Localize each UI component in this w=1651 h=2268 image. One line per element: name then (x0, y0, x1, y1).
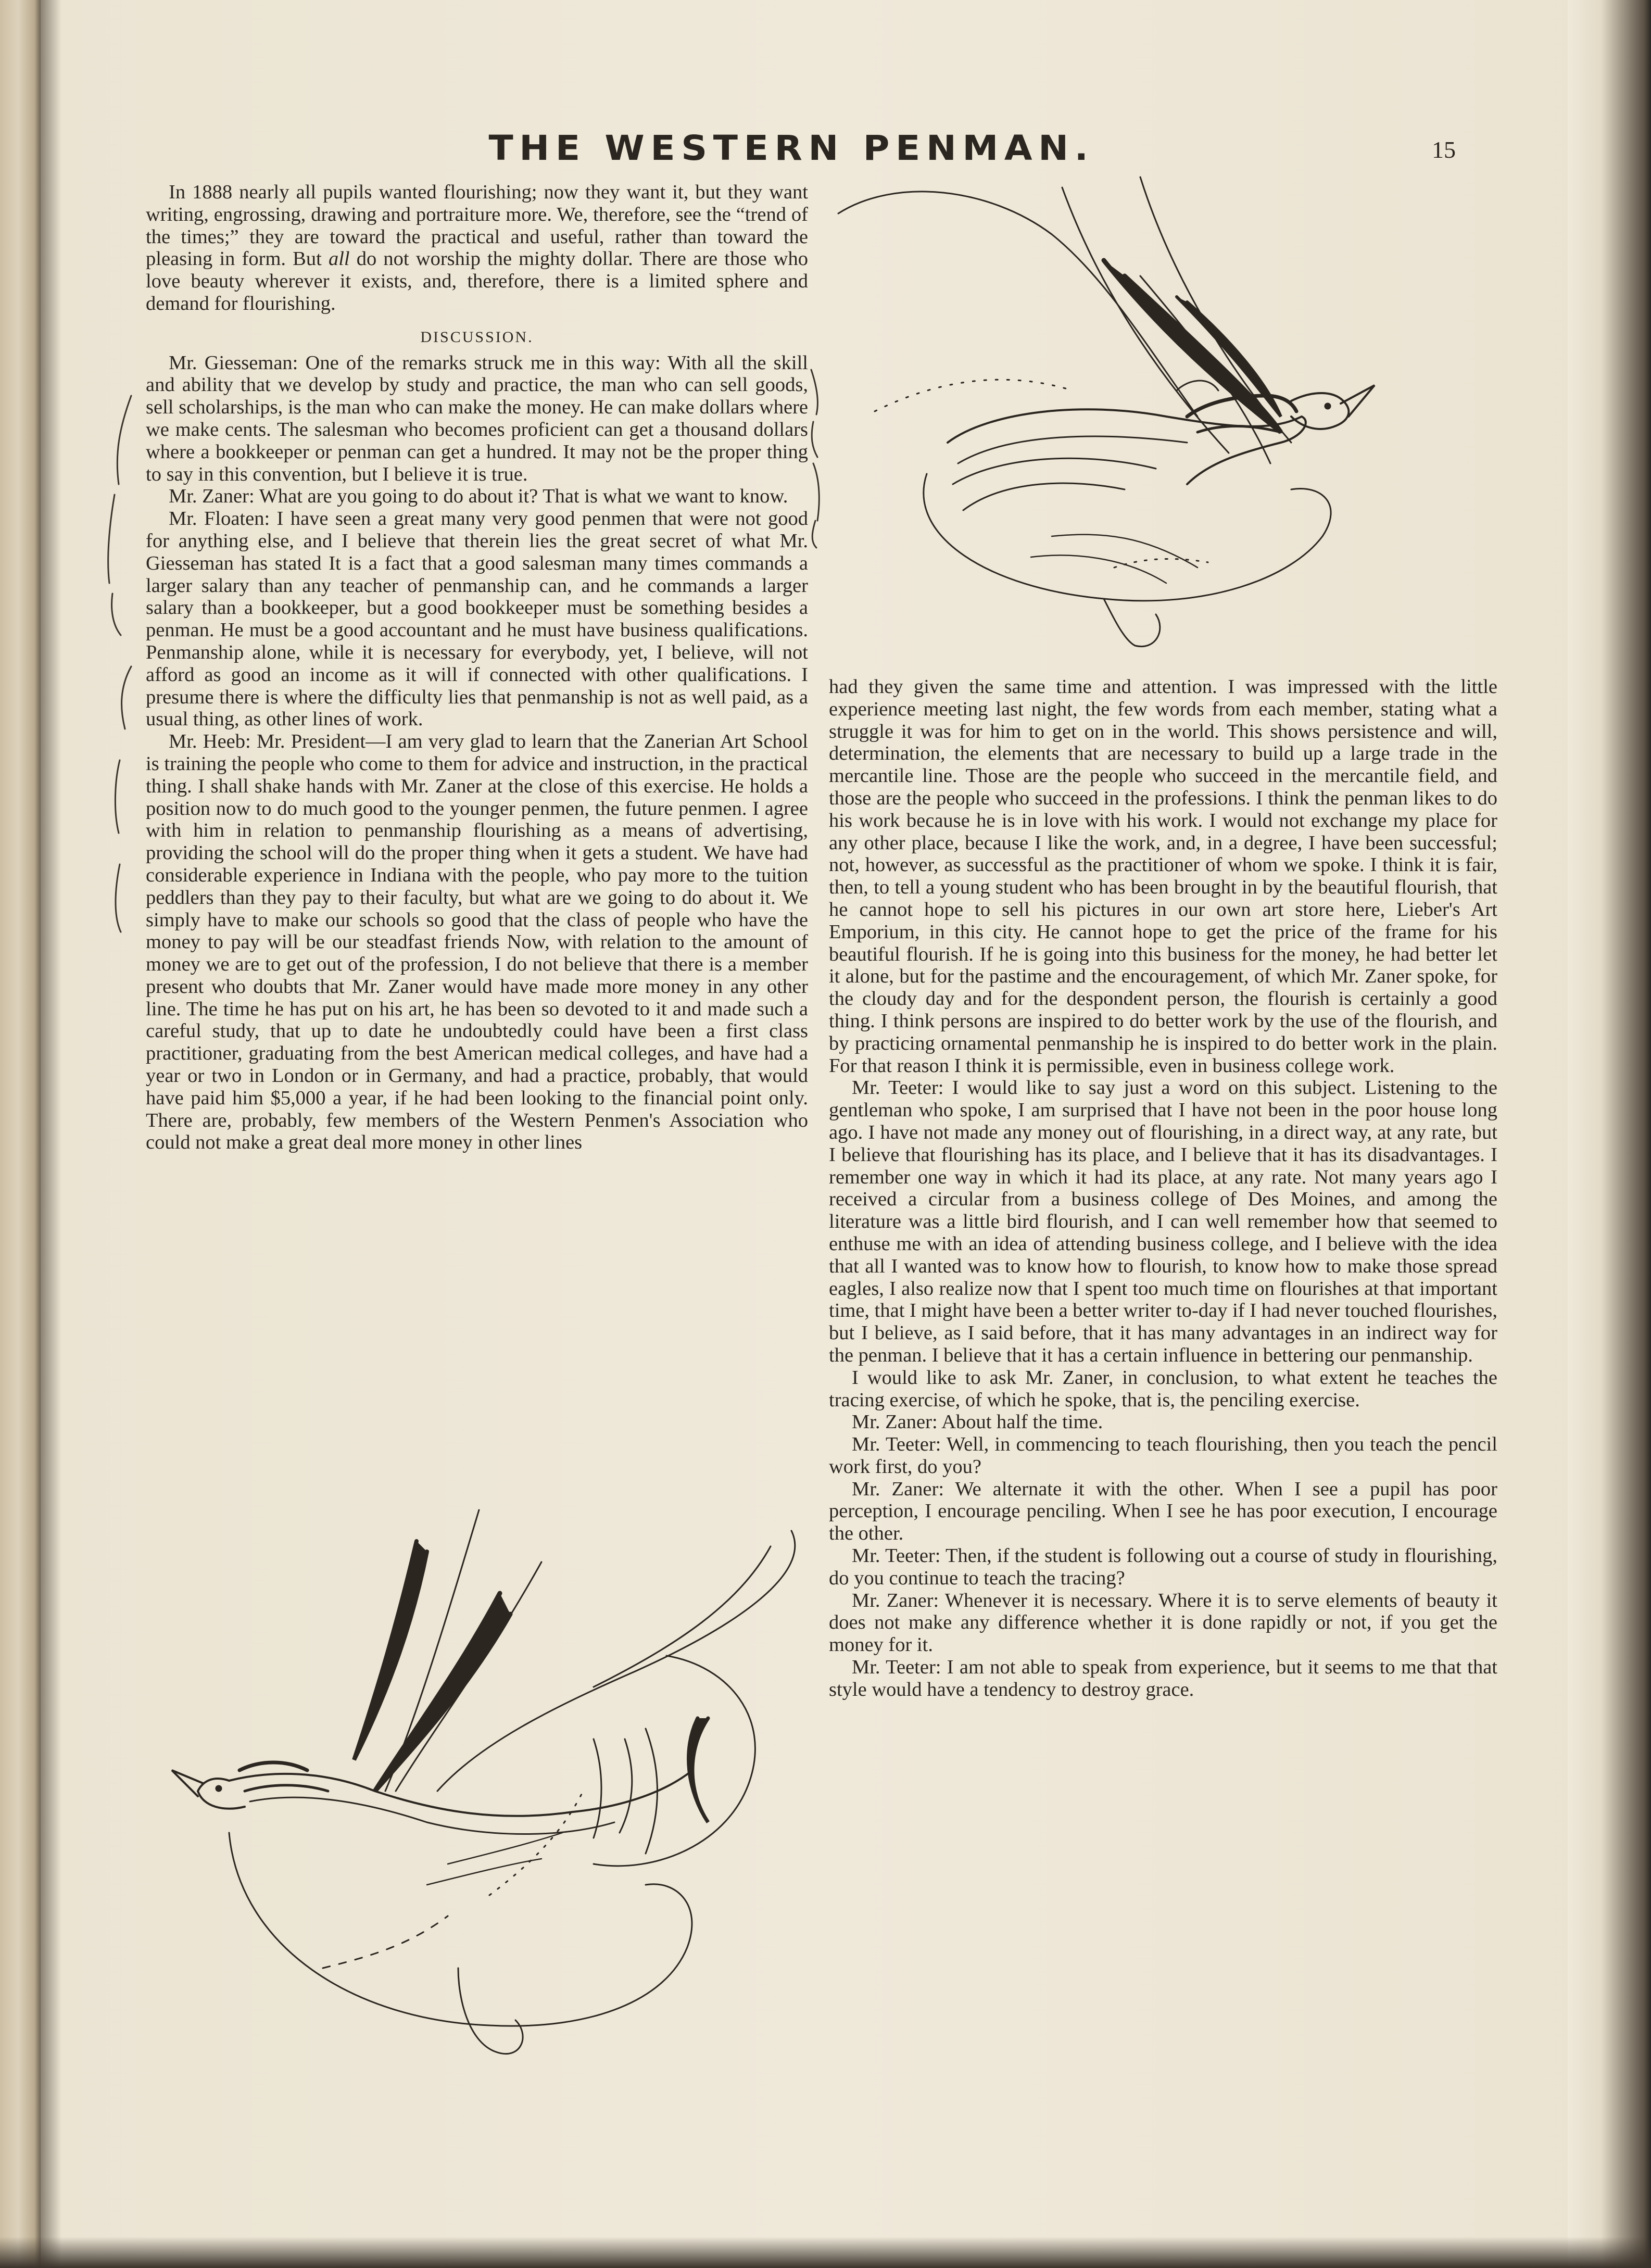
intro-italic-word: all (328, 248, 350, 270)
paragraph-floaten: Mr. Floaten: I have seen a great many very good penmen that were not good for anything else, and I believe that therein lies the great secret of what Mr. Giesseman has stated It is a fact that a good salesman many times commands a larger salary than any teacher of penmanship can, and he commands a larger salary than a bookkeeper, but a good bookkeeper must be something besides a penman. He must be a good accountant and he must have business qualifications. Penmanship alone, while it is necessary for everybody, yet, I believe, will not afford as good an income as it will if connected with other qualifications. I presume there is where the difficulty lies that penmanship is not as well paid, as a usual thing, as other lines of work. (146, 508, 808, 730)
paragraph-teeter-1: Mr. Teeter: I would like to say just a word on this subject. Listening to the gentleman who spoke, I am surprised that I have not been in the poor house long ago. I have not made any money out of flourishing, in a direct way, at any rate, but I believe that flourishing has its place, and I believe that it has its disadvantages. I remember one way in which it had its place, at any rate. Not many years ago I received a circular from a business college of Des Moines, and among the literature was a little bird flourish, and I can well remember how that seemed to enthuse me with an idea of attending business college, and I believe with the idea that all I wanted was to know how to flourish, to know how to make those spread eagles, I also realize now that I spent too much time on flourishes at that important time, that I might have been a better writer to-day if I had never touched flourishes, but I believe, as I said before, that it has many advantages in an indirect way for the penman. I believe that it has a certain influence in bettering our penmanship. (829, 1077, 1497, 1366)
right-column (829, 676, 1497, 1701)
paragraph-heeb: Mr. Heeb: Mr. President—I am very glad to learn that the Zanerian Art School is training the people who come to them for advice and instruction, in the practical thing. I shall shake hands with Mr. Zaner at the close of this exercise. He holds a position now to do much good to the younger penmen, the future penmen. I agree with him in relation to penmanship flourishing as a means of advertising, providing the school will do the proper thing when it gets a student. We have had considerable experience in Indiana with the people, who pay more to the tuition peddlers than they pay to their faculty, but what are we going to do about it. We simply have to make our schools so good that the class of people who have the money to pay will be our steadfast friends Now, with relation to the amount of money we are to get out of the profession, I do not believe that there is a member present who doubts that Mr. Zaner would have made more money in any other line. The time he has put on his art, he has been so devoted to it and made such a careful study, that up to date he undoubtedly could have been a first class practitioner, graduating from the best American medical colleges, and have had a year or two in London or in Germany, and had a practice, probably, that would have paid him $5,000 a year, if he had been looking to the financial point only. There are, probably, few members of the Western Penmen's Association who could not make a great deal more money in other lines (146, 730, 808, 1154)
page-number: 15 (1432, 136, 1456, 163)
discussion-heading: DISCUSSION. (420, 328, 534, 346)
paragraph-zaner-3: Mr. Zaner: We alternate it with the other. When I see a pupil has poor perception, I encourage penciling. When I see he has poor execution, I encourage the other. (829, 1478, 1497, 1545)
paragraph-teeter-5: Mr. Teeter: I am not able to speak from experience, but it seems to me that that style would have a tendency to destroy grace. (829, 1656, 1497, 1700)
paragraph-zaner-1: Mr. Zaner: What are you going to do about it? That is what we want to know. (169, 485, 788, 508)
paragraph-teeter-2: I would like to ask Mr. Zaner, in conclusion, to what extent he teaches the tracing exercise, of which he spoke, that is, the penciling exercise. (829, 1366, 1497, 1411)
paragraph-giesseman: Mr. Giesseman: One of the remarks struck me in this way: With all the skill and ability that we develop by study and practice, the man who can sell goods, sell scholarships, is the man who can make the money. He can make dollars where we make cents. The salesman who becomes proficient can get a thousand dollars where a bookkeeper or penman can get a hundred. It may not be the proper thing to say in this convention, but I believe it is true. (146, 351, 808, 485)
page-edge-shadow (1568, 0, 1651, 2268)
paragraph-zaner-4: Mr. Zaner: Whenever it is necessary. Where it is to serve elements of beauty it does not make any difference whether it is done rapidly or not, if you get the money for it. (829, 1589, 1497, 1656)
paragraph-zaner-2: Mr. Zaner: About half the time. (852, 1411, 1103, 1433)
left-column (146, 181, 808, 1154)
intro-paragraph (146, 181, 808, 315)
bottom-edge-shadow (0, 2237, 1651, 2268)
binding-gutter (41, 0, 61, 2268)
masthead-title: THE WESTERN PENMAN. (488, 128, 1094, 168)
facing-page-edge (0, 0, 41, 2268)
paragraph-teeter-3: Mr. Teeter: Well, in commencing to teach flourishing, then you teach the pencil work first, do you? (829, 1433, 1497, 1478)
bird-flourish-icon (167, 1500, 823, 2093)
intro-text-rest: do not worship the mighty dollar. There are those who love beauty wherever it exists, and, therefore, there is a limited sphere and demand for flourishing. (146, 248, 808, 314)
paragraph-teeter-4: Mr. Teeter: Then, if the student is following out a course of study in flourishing, do you continue to teach the tracing? (829, 1545, 1497, 1589)
paragraph-continuation: had they given the same time and attention. I was impressed with the little experience meeting last night, the few words from each member, stating what a struggle it was for him to get on in the world. This shows persistence and will, determination, the elements that are necessary to build up a large trade in the mercantile line. Those are the people who succeed in the mercantile field, and those are the people who succeed in the professions. I think the penman likes to do his work because he is in love with his work. I would not exchange my place for any other place, because I like the work, and, in a degree, I have been successful; not, however, as successful as the practitioner of whom we spoke. I think it is fair, then, to tell a young student who has been brought in by the beautiful flourish, that he cannot hope to sell his pictures in our own art store here, Lieber's Art Emporium, in this city. He cannot hope to get the price of the frame for his beautiful flourish. If he is going into this business for the money, he had better let it alone, but for the pastime and the encouragement, of which Mr. Zaner spoke, for the cloudy day and for the despondent person, the flourish is certainly a good thing. I think persons are inspired to do better work by the use of the flourish, and by practicing ornamental penmanship he is inspired to do better work in the plain. For that reason I think it is permissible, even in business college work. (829, 676, 1497, 1077)
bird-flourish-icon (833, 172, 1499, 666)
intro-text: In 1888 nearly all pupils wanted flourishing; now they want it, but they want writing, engrossing, drawing and portraiture more. We, therefore, see the “trend of the times;” they are toward the practical and useful, rather than toward the pleasing in form. But (146, 181, 808, 270)
